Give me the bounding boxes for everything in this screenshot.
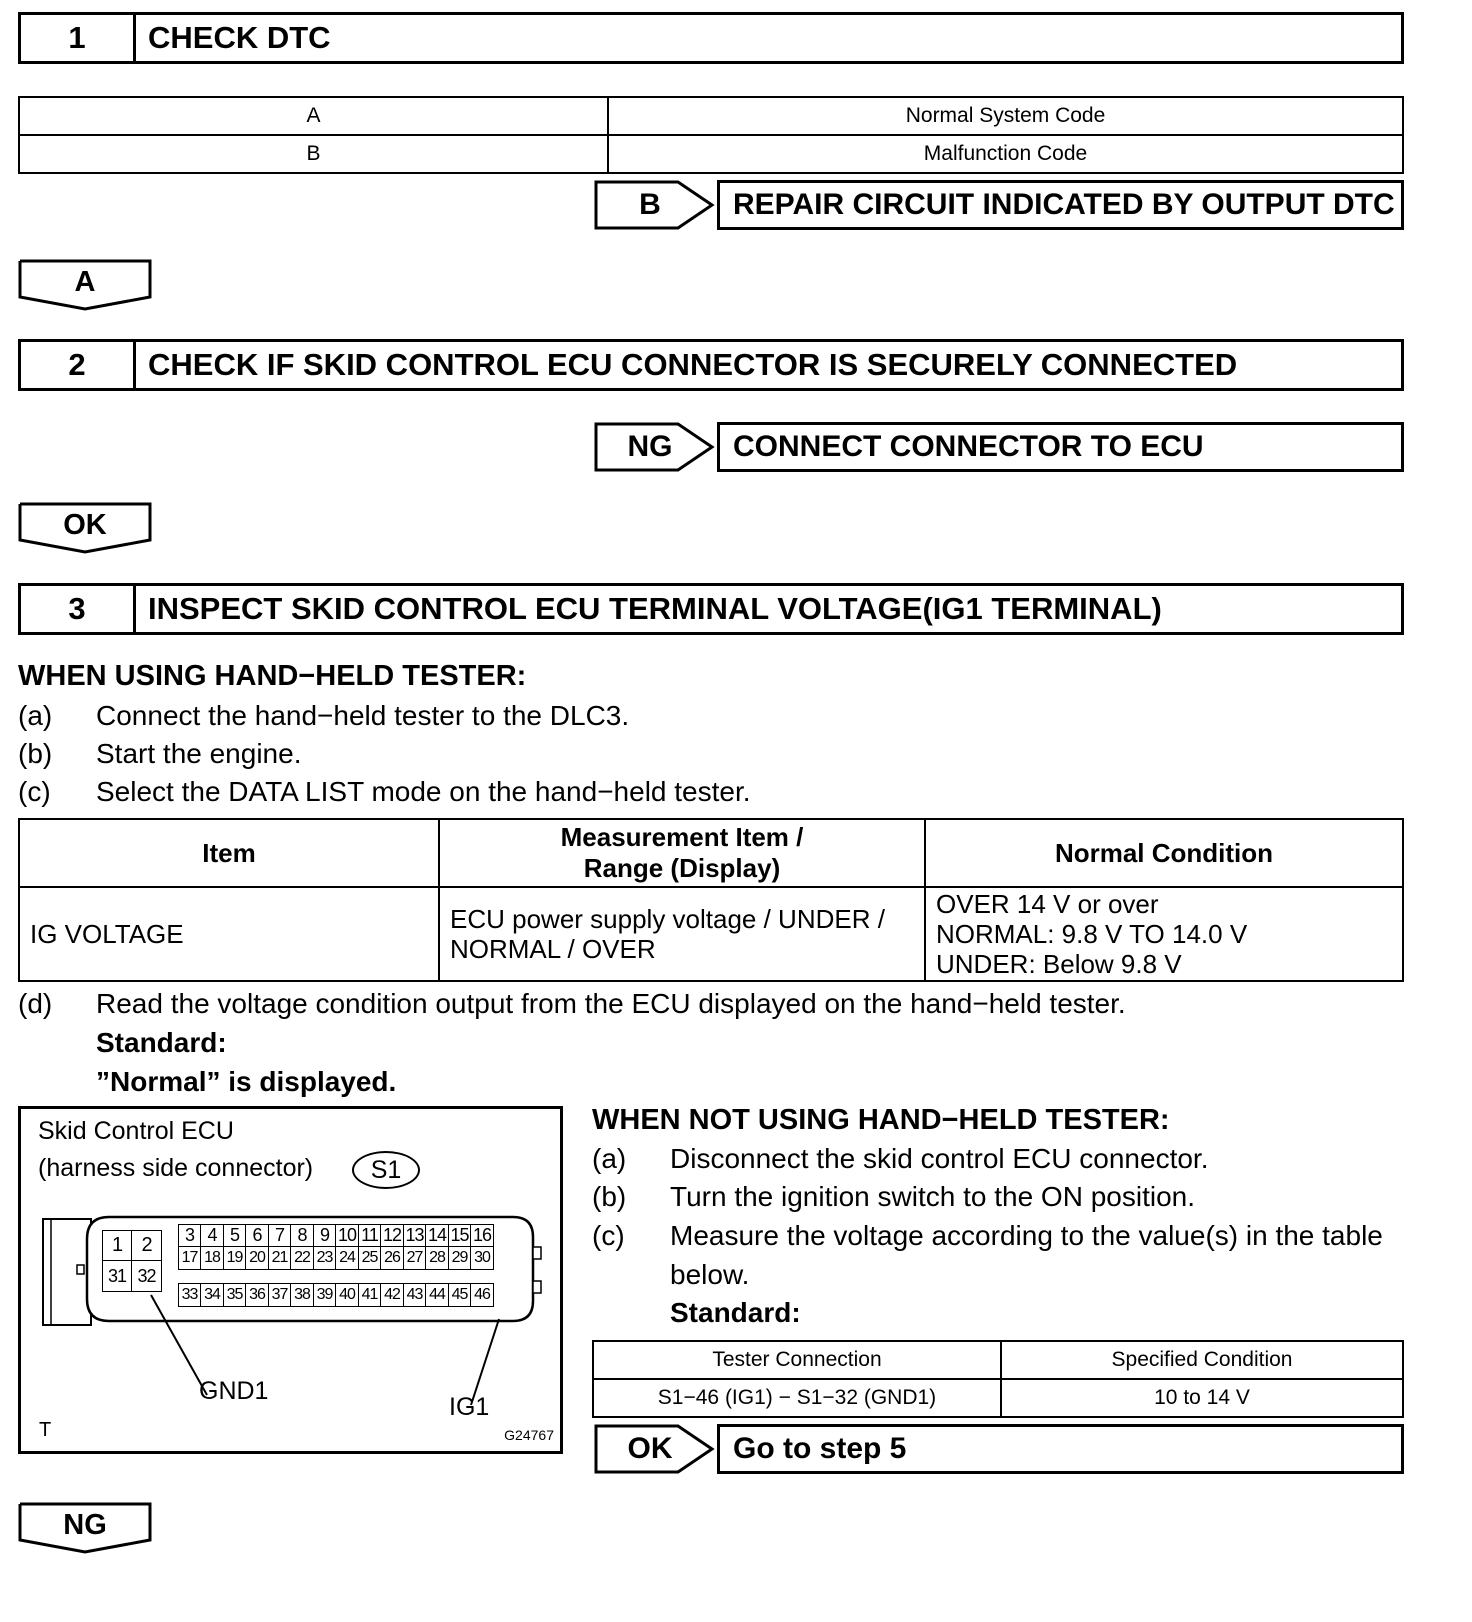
connector-pin: 19 [223, 1246, 247, 1270]
not-hand-held-heading: WHEN NOT USING HAND−HELD TESTER: [592, 1104, 1170, 1136]
ig-label: IG1 [449, 1393, 490, 1421]
connector-figure [18, 1106, 563, 1454]
flow-ng-tag [18, 1502, 152, 1554]
connector-pin: 26 [380, 1246, 404, 1270]
connector-pin: 42 [380, 1283, 404, 1307]
gnd-label: GND1 [199, 1377, 269, 1405]
connector-pin: 38 [290, 1283, 314, 1307]
pin-row [179, 1284, 494, 1307]
list-item [18, 776, 751, 808]
col-header: Item [19, 819, 439, 887]
list-label: (b) [18, 738, 53, 769]
connector-pin: 40 [335, 1283, 359, 1307]
connector-pin: 41 [358, 1283, 382, 1307]
cell-connection: S1−46 (IG1) − S1−32 (GND1) [593, 1379, 1001, 1417]
result-tag-label: NG [627, 430, 673, 463]
flow-ok-tag [18, 502, 152, 554]
standard-label: Standard: [670, 1297, 801, 1328]
result-b-tag [594, 180, 716, 230]
connector-pin: 37 [268, 1283, 292, 1307]
step-number: 2 [21, 342, 136, 388]
result-b-box: REPAIR CIRCUIT INDICATED BY OUTPUT DTC [717, 180, 1404, 230]
connector-pin: 18 [200, 1246, 224, 1270]
pin-row [103, 1231, 162, 1262]
connector-pin: 44 [425, 1283, 449, 1307]
cell-line: OVER 14 V or over [936, 889, 1159, 919]
list-text: Turn the ignition switch to the ON position. [670, 1181, 1195, 1212]
result-ng-tag [594, 422, 716, 472]
connector-pins-left [103, 1231, 162, 1292]
connector-pins-right [179, 1225, 494, 1307]
step-title: CHECK DTC [148, 20, 331, 55]
connector-pin: 7 [268, 1224, 292, 1248]
cell-condition: 10 to 14 V [1001, 1379, 1403, 1417]
connector-pin: 21 [268, 1246, 292, 1270]
code-key: B [19, 135, 608, 173]
list-item [18, 700, 629, 732]
list-text: Read the voltage condition output from the ECU displayed on the hand−held tester. [96, 988, 1126, 1019]
connector-pin: 46 [470, 1283, 494, 1307]
cell-line: ECU power supply voltage / UNDER / [450, 904, 885, 934]
result-tag-label: B [639, 188, 661, 221]
corner-mark: T [39, 1419, 52, 1441]
cell-line: UNDER: Below 9.8 V [936, 949, 1182, 979]
connector-pin: 30 [470, 1246, 494, 1270]
connector-pin: 33 [178, 1283, 202, 1307]
connector-pin: 36 [245, 1283, 269, 1307]
connector-pin: 8 [290, 1224, 314, 1248]
table-header-row [593, 1341, 1403, 1379]
list-label: (a) [592, 1143, 627, 1174]
pin-row [103, 1262, 162, 1293]
cell-line: NORMAL / OVER [450, 934, 656, 964]
connector-pin: 34 [200, 1283, 224, 1307]
list-text: Measure the voltage according to the value(s) in the table [670, 1220, 1383, 1251]
list-item [592, 1181, 1195, 1213]
connector-pin: 13 [403, 1224, 427, 1248]
header-line: Range (Display) [583, 853, 781, 883]
connector-pin: 31 [102, 1260, 133, 1292]
col-header: Specified Condition [1001, 1341, 1403, 1379]
list-text: Disconnect the skid control ECU connector. [670, 1143, 1209, 1174]
list-label: (b) [592, 1181, 627, 1212]
connector-pin: 27 [403, 1246, 427, 1270]
header-line: Measurement Item / [560, 822, 804, 852]
connector-pin: 3 [178, 1224, 202, 1248]
table-row [593, 1379, 1403, 1417]
table-row [19, 135, 1403, 173]
connector-pin: 16 [470, 1224, 494, 1248]
connector-pin: 35 [223, 1283, 247, 1307]
step-number: 1 [21, 15, 136, 61]
figure-title: Skid Control ECU [38, 1117, 234, 1145]
list-label: (d) [18, 988, 53, 1019]
data-list-table [18, 818, 1404, 982]
connector-pin: 15 [448, 1224, 472, 1248]
step-number: 3 [21, 586, 136, 632]
dtc-code-table [18, 96, 1404, 174]
code-value: Malfunction Code [608, 135, 1403, 173]
connector-pin: 17 [178, 1246, 202, 1270]
table-header-row [19, 819, 1403, 887]
list-label: (c) [592, 1220, 625, 1251]
flow-label: OK [63, 508, 107, 541]
tester-table [592, 1340, 1404, 1418]
result-ok-box: Go to step 5 [717, 1424, 1404, 1474]
connector-pin: 11 [358, 1224, 382, 1248]
connector-pin: 1 [102, 1230, 133, 1262]
standard-value: ”Normal” is displayed. [96, 1066, 397, 1097]
connector-pin: 22 [290, 1246, 314, 1270]
step-title: INSPECT SKID CONTROL ECU TERMINAL VOLTAGE(IG1 TERMINAL) [148, 591, 1162, 626]
result-tag-label: OK [627, 1432, 673, 1465]
list-item [592, 1143, 1208, 1175]
list-text-continued: below. [670, 1259, 750, 1290]
connector-pin: 29 [448, 1246, 472, 1270]
result-ng-box: CONNECT CONNECTOR TO ECU [717, 422, 1404, 472]
list-item [18, 738, 301, 770]
connector-pin: 43 [403, 1283, 427, 1307]
figure-subtitle: (harness side connector) [38, 1154, 314, 1182]
list-label: (c) [18, 776, 51, 807]
connector-pin: 5 [223, 1224, 247, 1248]
connector-pin: 12 [380, 1224, 404, 1248]
step-1-header [18, 12, 1404, 64]
connector-pin: 32 [131, 1260, 162, 1292]
cell-condition [925, 887, 1403, 981]
cell-item: IG VOLTAGE [19, 887, 439, 981]
cell-line: NORMAL: 9.8 V TO 14.0 V [936, 919, 1248, 949]
table-row [19, 97, 1403, 135]
step-2-header [18, 339, 1404, 391]
cell-measure [439, 887, 925, 981]
list-text: Select the DATA LIST mode on the hand−held tester. [96, 776, 751, 807]
col-header: Normal Condition [925, 819, 1403, 887]
connector-pin: 6 [245, 1224, 269, 1248]
hand-held-heading: WHEN USING HAND−HELD TESTER: [18, 660, 527, 692]
code-key: A [19, 97, 608, 135]
connector-pin: 10 [335, 1224, 359, 1248]
step-title: CHECK IF SKID CONTROL ECU CONNECTOR IS SECURELY CONNECTED [148, 347, 1238, 382]
result-ok-tag [594, 1424, 716, 1474]
connector-pin: 4 [200, 1224, 224, 1248]
connector-pin: 23 [313, 1246, 337, 1270]
col-header: Tester Connection [593, 1341, 1001, 1379]
pin-row [179, 1248, 494, 1271]
flow-label: NG [63, 1508, 107, 1541]
connector-pin: 39 [313, 1283, 337, 1307]
connector-pin: 20 [245, 1246, 269, 1270]
connector-pin: 28 [425, 1246, 449, 1270]
connector-pin: 25 [358, 1246, 382, 1270]
step-3-header [18, 583, 1404, 635]
standard-label: Standard: [96, 1027, 227, 1058]
list-text: Connect the hand−held tester to the DLC3. [96, 700, 630, 731]
connector-pin: 2 [131, 1230, 162, 1262]
list-text: Start the engine. [96, 738, 302, 769]
connector-id: S1 [370, 1155, 402, 1184]
list-label: (a) [18, 700, 53, 731]
flow-label: A [74, 265, 96, 298]
list-item [18, 988, 1126, 1020]
list-item [592, 1220, 1383, 1252]
connector-pin: 24 [335, 1246, 359, 1270]
pin-row [179, 1225, 494, 1248]
code-value: Normal System Code [608, 97, 1403, 135]
connector-pin: 45 [448, 1283, 472, 1307]
figure-code: G24767 [504, 1427, 554, 1443]
connector-pin: 14 [425, 1224, 449, 1248]
connector-pin: 9 [313, 1224, 337, 1248]
col-header [439, 819, 925, 887]
table-row [19, 887, 1403, 981]
flow-a-tag [18, 259, 152, 311]
